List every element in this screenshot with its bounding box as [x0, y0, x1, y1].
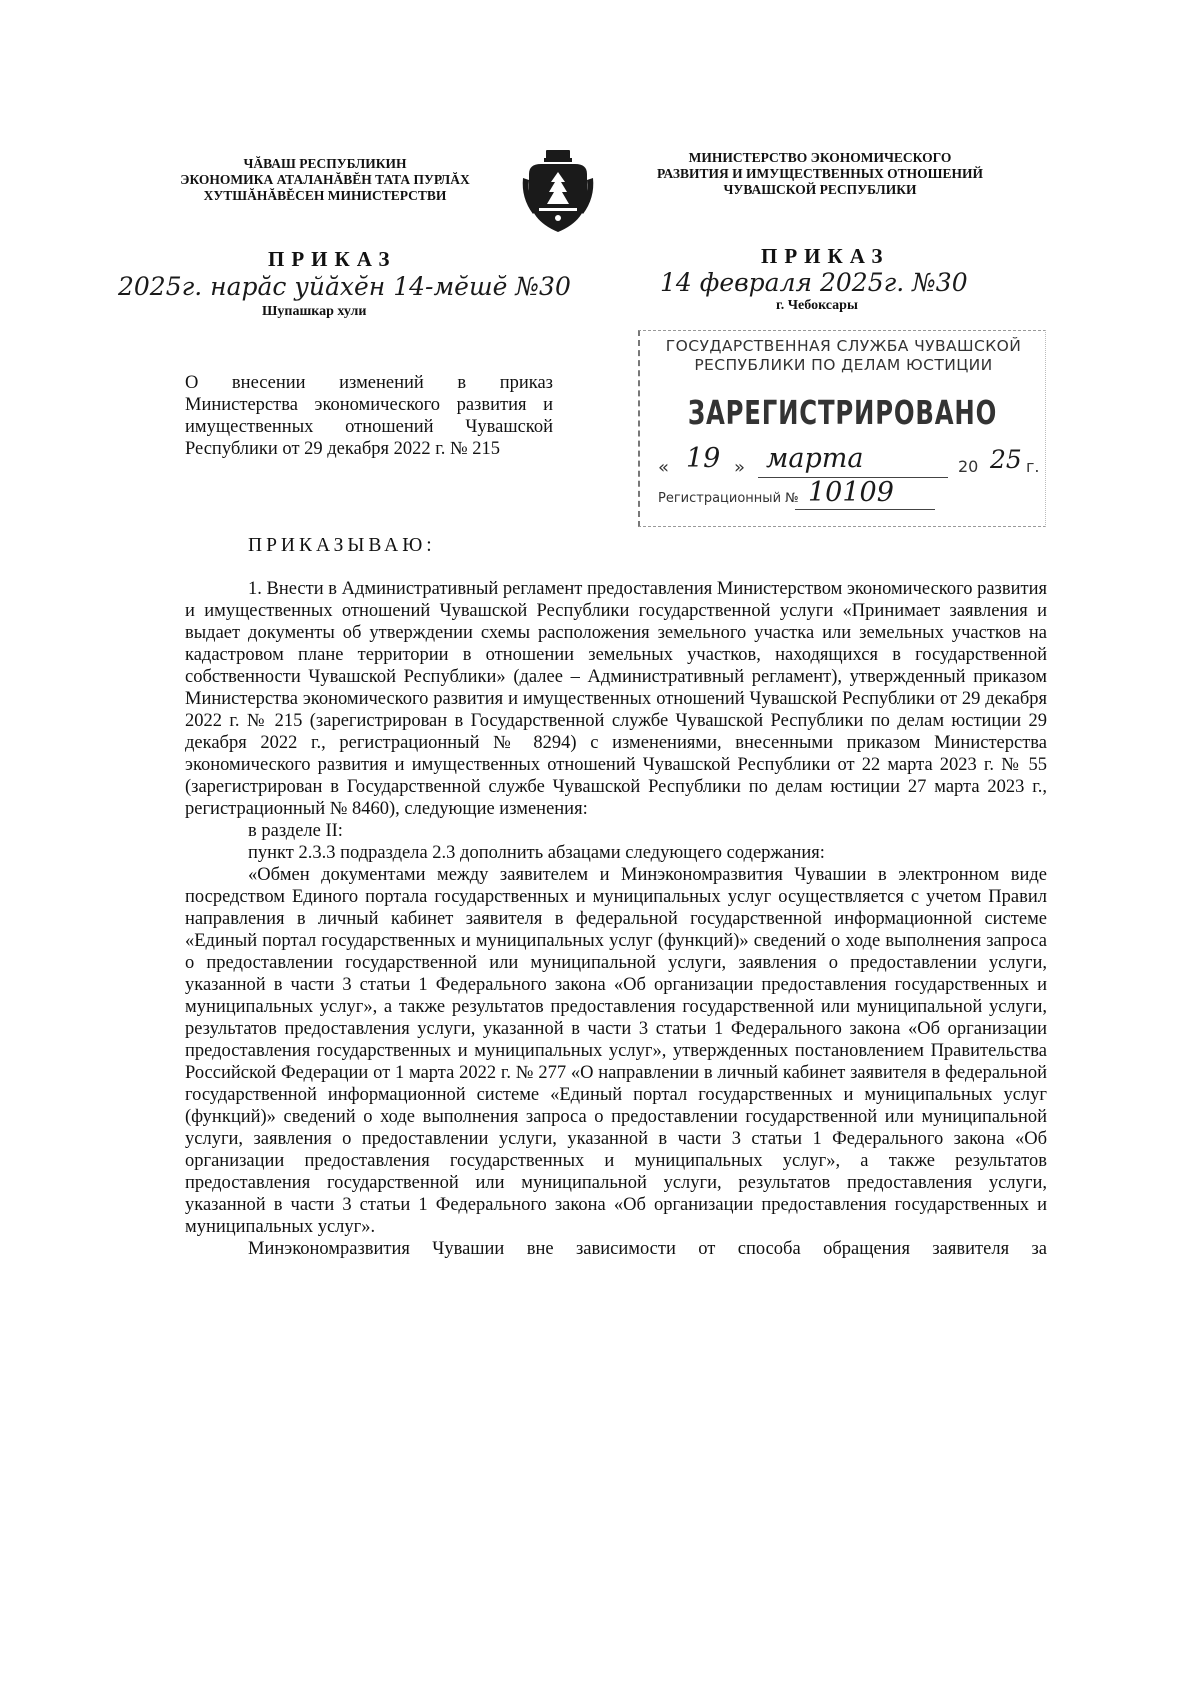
- body-paragraph: «Обмен документами между заявителем и Минэкономразвития Чувашии в электронном виде посредством Единого портала государственных и муниципальных услуг осуществляется с учетом Правил направления в личный кабинет заявителя в федеральной государственной информационной системе «Единый портал государственных и муниципальных услуг (функций)» сведений о ходе выполнения запроса о предоставлении государственной или муниципальной услуги, заявления о предоставлении услуги, указанной в части 3 статьи 1 Федерального закона «Об организации предоставления государственных и муниципальных услуг», а также результатов предоставления государственной или муниципальной услуги, результатов предоставления услуги, указанной в части 3 статьи 1 Федерального закона «Об организации предоставления государственных и муниципальных услуг», утвержденных постановлением Правительства Российской Федерации от 1 марта 2022 г. № 277 «О направлении в личный кабинет заявителя в федеральной государственной информационной системе «Единый портал государственных и муниципальных услуг (функций)» сведений о ходе выполнения запроса о предоставлении государственной или муниципальной услуги, заявления о предоставлении услуги, указанной в части 3 статьи 1 Федерального закона «Об организации предоставления государственных и муниципальных услуг», а также результатов предоставления государственной или муниципальной услуги, результатов предоставления услуги, указанной в части 3 статьи 1 Федерального закона «Об организации предоставления государственных и муниципальных услуг».: [185, 865, 1047, 1237]
- stamp-registered-label: ЗАРЕГИСТРИРОВАНО: [687, 393, 998, 432]
- header-right-line: МИНИСТЕРСТВО ЭКОНОМИЧЕСКОГО: [688, 150, 952, 165]
- registration-stamp: [638, 330, 1046, 527]
- body-paragraph: Минэкономразвития Чувашии вне зависимости от способа обращения заявителя за: [248, 1239, 1047, 1259]
- stamp-date: [658, 443, 1040, 477]
- header-left-line: ХУТШĂНĂВĔСЕН МИНИСТЕРСТВИ: [203, 188, 447, 203]
- stamp-number-label: Регистрационный №: [658, 491, 799, 506]
- stamp-month: марта: [766, 443, 864, 474]
- stamp-year-letter: г.: [1026, 457, 1040, 476]
- header-right-line: ЧУВАШСКОЙ РЕСПУБЛИКИ: [723, 182, 917, 197]
- place-russian: г. Чебоксары: [776, 298, 858, 313]
- header-ministry-russian: [630, 150, 1010, 198]
- stamp-organization: [646, 337, 1041, 375]
- body-paragraph: в разделе II:: [248, 821, 343, 841]
- stamp-org-line: РЕСПУБЛИКИ ПО ДЕЛАМ ЮСТИЦИИ: [694, 356, 993, 374]
- header-ministry-chuvash: [150, 156, 500, 204]
- header-left-line: ЭКОНОМИКА АТАЛАНĂВĔН ТАТА ПУРЛĂХ: [180, 172, 470, 187]
- body-paragraph: 1. Внести в Административный регламент предоставления Министерством экономического развития и имущественных отношений Чувашской Республики государственной услуги «Принимает заявления и выдает документы об утверждении схемы расположения земельного участка или земельных участков на кадастровом плане территории в отношении земельных участков, находящихся в государственной собственности Чувашской Республики» (далее – Административный регламент), утвержденный приказом Министерства экономического развития и имущественных отношений Чувашской Республики от 29 декабря 2022 г. № 215 (зарегистрирован в Государственной службе Чувашской Республики по делам юстиции 29 декабря 2022 г., регистрационный № 8294) с изменениями, внесенными приказом Министерства экономического развития и имущественных отношений Чувашской Республики от 22 марта 2023 г. № 55 (зарегистрирован в Государственной службе Чувашской Республики по делам юстиции 27 марта 2023 г., регистрационный № 8460), следующие изменения:: [185, 579, 1047, 819]
- order-title-russian: ПРИКАЗ: [761, 244, 890, 268]
- handwritten-date-chuvash: 2025г. нарăс уйăхĕн 14-мĕшĕ №30: [118, 272, 571, 301]
- body-paragraph: пункт 2.3.3 подраздела 2.3 дополнить абзацами следующего содержания:: [248, 843, 825, 863]
- order-subject: О внесении изменений в приказ Министерства экономического развития и имущественных отношений Чувашской Республики от 29 декабря 2022 г. № 215: [185, 373, 553, 459]
- order-title-chuvash: ПРИКАЗ: [268, 247, 397, 271]
- stamp-number-underline: [795, 509, 935, 510]
- stamp-day: 19: [686, 443, 721, 474]
- place-chuvash: Шупашкар хули: [262, 304, 367, 319]
- order-operative-word: ПРИКАЗЫВАЮ:: [248, 535, 436, 556]
- header-left-line: ЧĂВАШ РЕСПУБЛИКИН: [243, 156, 407, 171]
- stamp-number: 10109: [808, 477, 894, 508]
- stamp-year-prefix: 20: [958, 457, 979, 476]
- chuvash-emblem-icon: [519, 148, 597, 234]
- stamp-quote-open: «: [658, 457, 670, 478]
- document-body: [185, 578, 1047, 1260]
- stamp-year: 25: [990, 445, 1022, 474]
- stamp-quote-close: »: [734, 457, 746, 478]
- header-right-line: РАЗВИТИЯ И ИМУЩЕСТВЕННЫХ ОТНОШЕНИЙ: [656, 166, 984, 181]
- stamp-org-line: ГОСУДАРСТВЕННАЯ СЛУЖБА ЧУВАШСКОЙ: [665, 337, 1022, 355]
- handwritten-date-russian: 14 февраля 2025г. №30: [660, 268, 968, 297]
